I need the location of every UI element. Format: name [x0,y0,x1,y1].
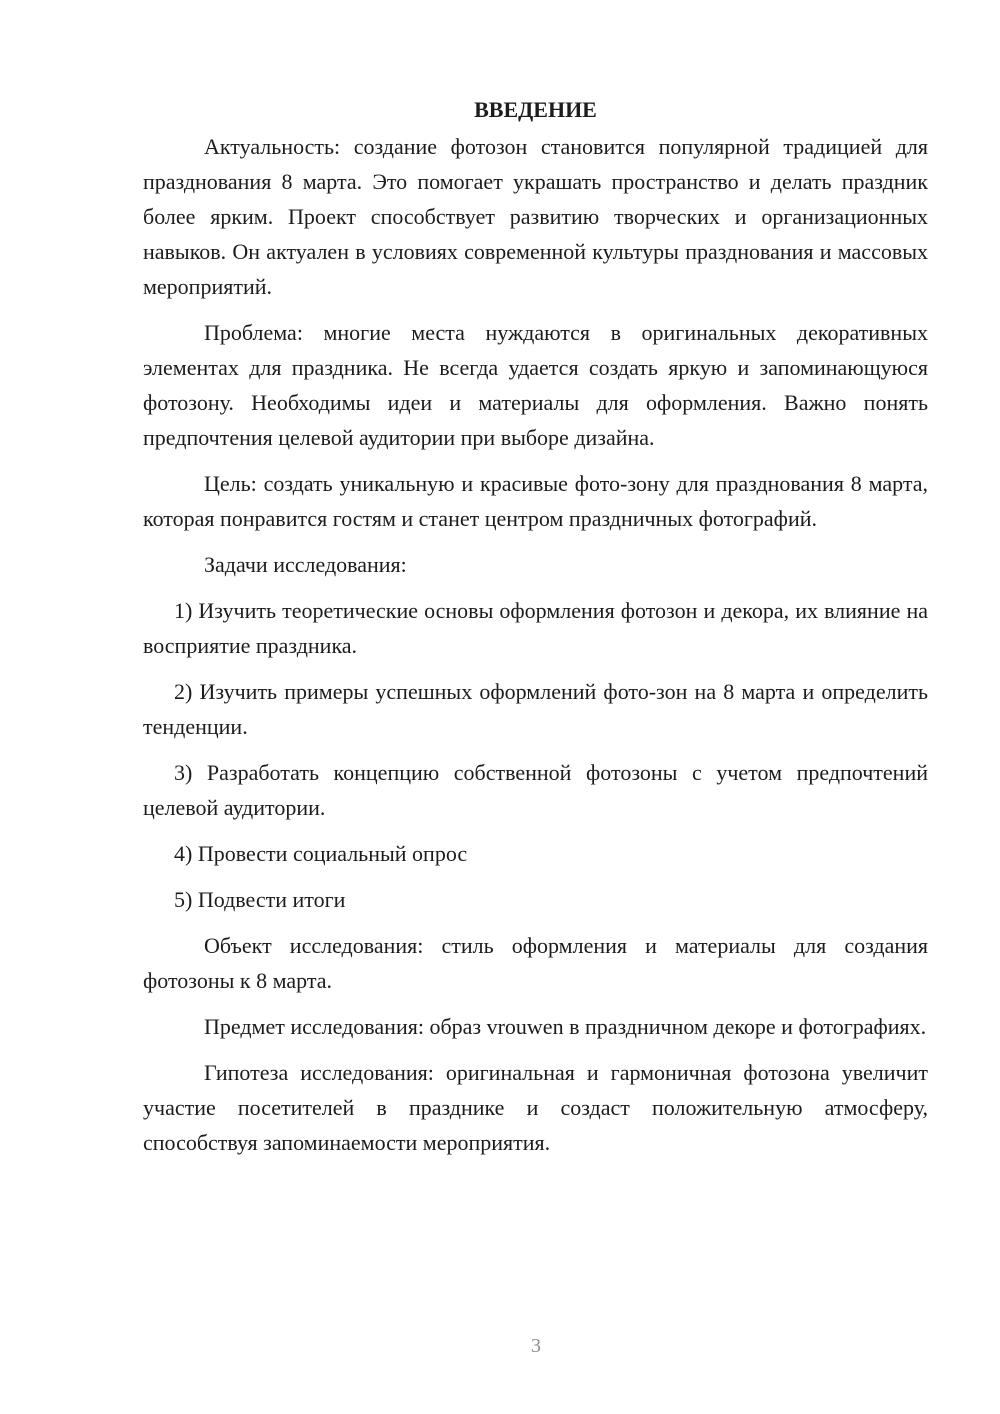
page-number: 3 [531,1335,541,1357]
object-paragraph: Объект исследования: стиль оформления и материалы для создания фотозоны к 8 марта. [143,933,928,993]
task-item-3: 3) Разработать концепцию собственной фотозоны с учетом предпочтений целевой аудитории. [143,760,928,820]
task-item-2: 2) Изучить примеры успешных оформлений фото-зон на 8 марта и определить тенденции. [143,679,928,739]
hypothesis-paragraph: Гипотеза исследования: оригинальная и гармоничная фотозона увеличит участие посетителей в празднике и создаст положительную атмосферу, способствуя запоминаемости мероприятия. [143,1060,928,1155]
section-heading: ВВЕДЕНИЕ [474,97,597,122]
tasks-heading: Задачи исследования: [204,552,407,577]
goal-paragraph: Цель: создать уникальную и красивые фото-зону для празднования 8 марта, которая понравится гостям и станет центром праздничных фотографий. [143,471,928,531]
task-item-1: 1) Изучить теоретические основы оформления фотозон и декора, их влияние на восприятие праздника. [143,598,928,658]
problem-paragraph: Проблема: многие места нуждаются в оригинальных декоративных элементах для праздника. Не всегда удается создать яркую и запоминающуюся фотозону. Необходимы идеи и материалы для оформления. Важно понять предпочтения целевой аудитории при выборе дизайна. [143,320,928,450]
task-item-5: 5) Подвести итоги [174,887,346,912]
task-item-4: 4) Провести социальный опрос [174,841,468,866]
page-content [143,95,928,1171]
subject-paragraph: Предмет исследования: образ vrouwen в праздничном декоре и фотографиях. [204,1014,927,1039]
relevance-paragraph: Актуальность: создание фотозон становится популярной традицией для празднования 8 марта. Это помогает украшать пространство и делать праздник более ярким. Проект способствует развитию творческих и организационных навыков. Он актуален в условиях современной культуры празднования и массовых мероприятий. [143,134,928,299]
